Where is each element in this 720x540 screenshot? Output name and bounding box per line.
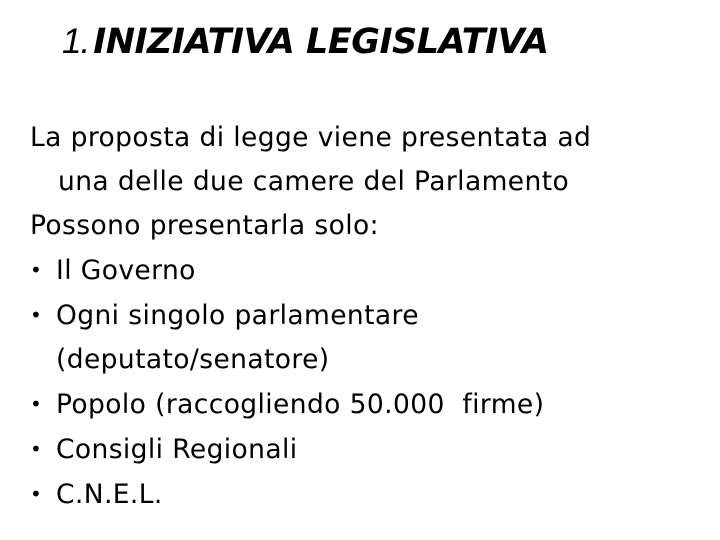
bullet-icon: • — [30, 437, 43, 461]
bullet-item-cnel — [30, 472, 710, 517]
bullet-icon: • — [30, 482, 43, 506]
bullet-text: Popolo (raccogliendo 50.000 firme) — [56, 389, 545, 420]
bullet-text: Ogni singolo parlamentare — [56, 300, 419, 331]
bullet-item-consigli-regionali — [30, 427, 710, 472]
title-number: 1. — [62, 22, 90, 61]
title-text: INIZIATIVA LEGISLATIVA — [93, 22, 549, 62]
bullet-item-popolo — [30, 382, 710, 427]
bullet-icon: • — [30, 258, 43, 282]
bullet-item-parlamentare — [30, 293, 710, 338]
bullet-text: C.N.E.L. — [56, 479, 163, 510]
bullet-item-governo — [30, 248, 710, 293]
intro-line-2: una delle due camere del Parlamento — [58, 166, 570, 197]
bullet-item-parlamentare-continuation: (deputato/senatore) — [56, 344, 330, 375]
intro-line-3: Possono presentarla solo: — [30, 210, 379, 241]
bullet-icon: • — [30, 303, 43, 327]
bullet-text: Il Governo — [56, 255, 196, 286]
slide-body — [30, 116, 710, 517]
slide-title — [62, 22, 548, 62]
bullet-icon: • — [30, 392, 43, 416]
bullet-text: Consigli Regionali — [56, 434, 298, 465]
intro-line-1: La proposta di legge viene presentata ad — [30, 122, 592, 153]
